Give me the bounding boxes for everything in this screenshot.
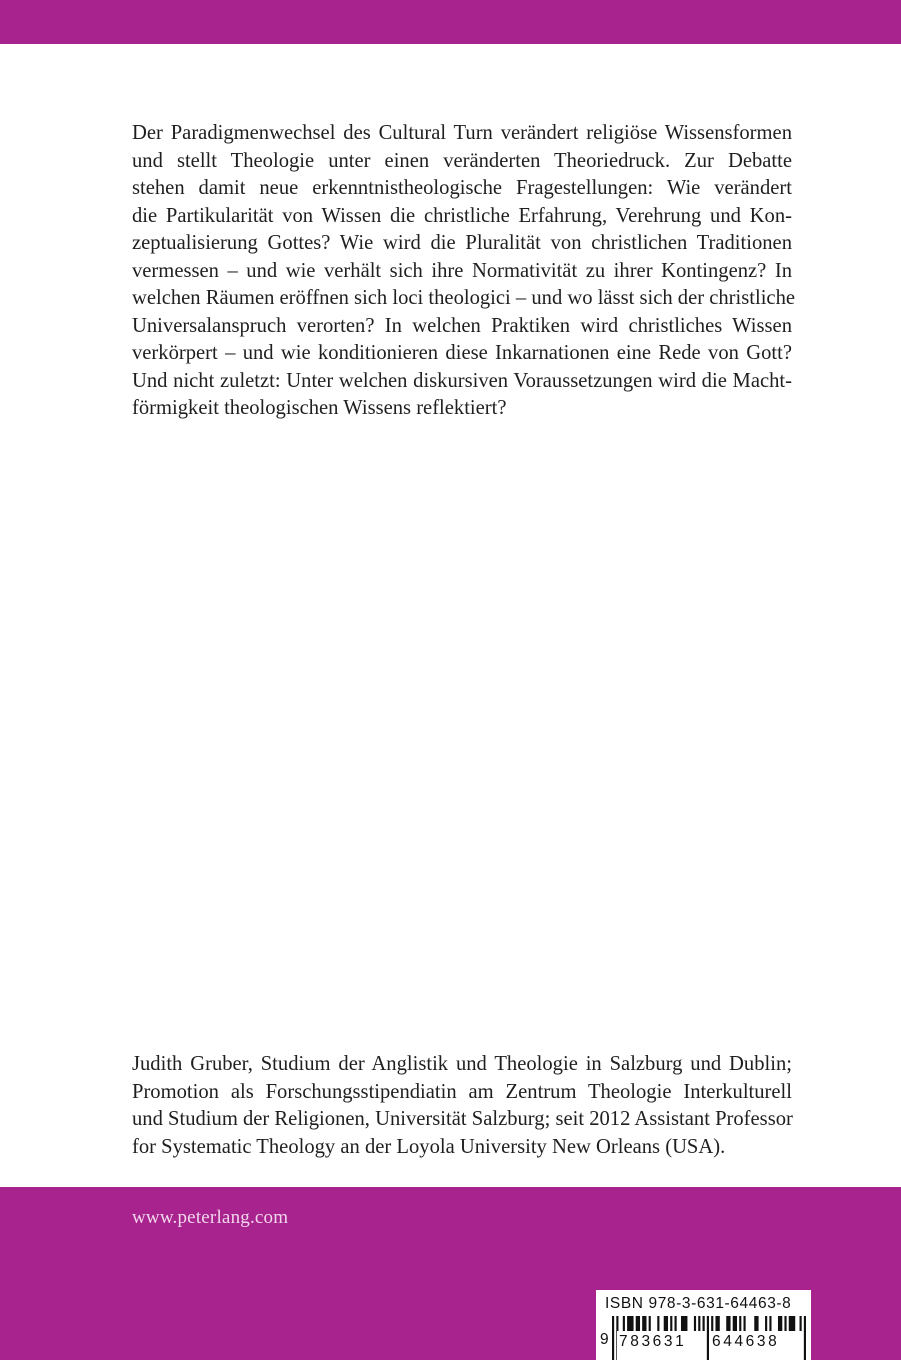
description-line: stehen damit neue erkenntnistheologische Fragestellungen: Wie verändert [132, 177, 792, 199]
barcode-right-digits: 644638 [710, 1331, 802, 1360]
barcode-bar [612, 1316, 614, 1360]
description-line: welchen Räumen eröffnen sich loci theologici – und wo lässt sich der christliche [132, 287, 796, 309]
bio-line: for Systematic Theology an der Loyola University New Orleans (USA). [132, 1135, 726, 1158]
description-line: zeptualisierung Gottes? Wie wird die Pluralität von christlichen Traditionen [132, 232, 792, 254]
barcode-bar [804, 1316, 806, 1360]
publisher-website[interactable]: www.peterlang.com [132, 1207, 289, 1228]
bio-line: und Studium der Religionen, Universität Salzburg; seit 2012 Assistant Professor [132, 1108, 793, 1130]
description-line: die Partikularität von Wissen die christliche Erfahrung, Verehrung und Kon- [132, 204, 792, 227]
barcode-first-digit: 9 [600, 1331, 609, 1348]
bio-line: Judith Gruber, Studium der Anglistik und Theologie in Salzburg und Dublin; [132, 1053, 792, 1075]
description-line: förmigkeit theologischen Wissens reflektiert? [132, 397, 507, 419]
description-line: Universalanspruch verorten? In welchen Praktiken wird christliches Wissen [132, 314, 792, 337]
barcode-bar [707, 1316, 709, 1360]
description-line: Und nicht zuletzt: Unter welchen diskursiven Voraussetzungen wird die Macht- [132, 369, 792, 392]
bio-line: Promotion als Forschungsstipendiatin am Zentrum Theologie Interkulturell [132, 1080, 792, 1103]
barcode-left-digits: 783631 [617, 1331, 705, 1360]
top-color-band [0, 0, 901, 44]
description-line: verkörpert – und wie konditionieren diese Inkarnationen eine Rede von Gott? [132, 342, 792, 364]
book-description [132, 120, 796, 423]
isbn-text: ISBN 978-3-631-64463-8 [605, 1295, 792, 1312]
description-line: vermessen – und wie verhält sich ihre Normativität zu ihrer Kontingenz? In [132, 259, 792, 282]
description-line: Der Paradigmenwechsel des Cultural Turn verändert religiöse Wissensformen [132, 122, 792, 144]
description-line: und stellt Theologie unter einen veränderten Theoriedruck. Zur Debatte [132, 149, 792, 172]
author-bio [132, 1051, 792, 1161]
